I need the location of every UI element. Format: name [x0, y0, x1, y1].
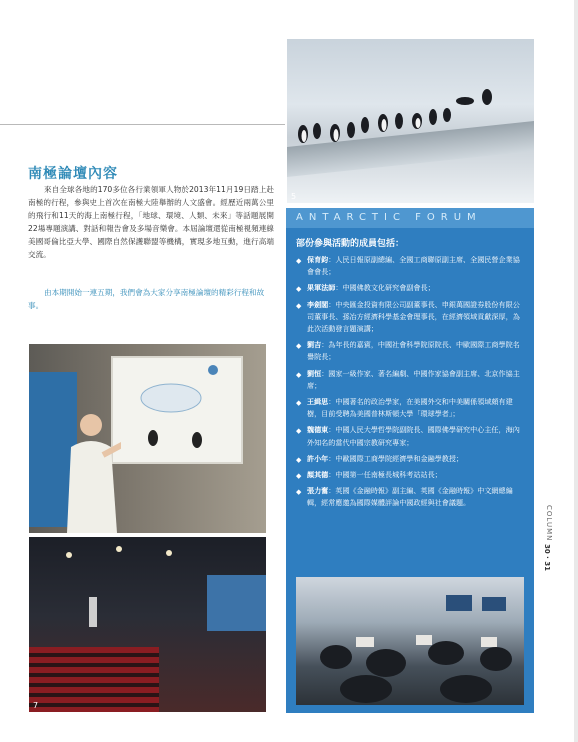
diamond-icon: ◆: [296, 455, 302, 464]
diamond-icon: ◆: [296, 399, 302, 408]
antarctica-map-graphic: [113, 358, 241, 462]
page-edge: [574, 0, 578, 742]
intro-paragraph: 來自全球各地的170多位各行業領軍人物於2013年11月19日踏上赴南極的行程，參與史上首次在南極大陸舉辦的人文盛會。經歷近兩萬公里的飛行和11天的海上南極行程，「地球、環境、人類、未來」等話題展開22場專題演講、對話和報告會及多場音樂會。本屆論壇還從南極視頻連線美國哥倫比亞大學、國際自然保護聯盟等機構，實現多地互動，進行高端交流。: [28, 185, 274, 259]
penguins-graphic: [287, 39, 534, 203]
photo-number: 7: [33, 701, 39, 710]
diamond-icon: ◆: [296, 427, 302, 436]
column-label: COLUMN: [545, 505, 553, 542]
lounge-graphic: [296, 577, 524, 705]
panel-band: [286, 208, 534, 228]
diamond-icon: ◆: [296, 370, 302, 379]
auditorium-photo: [29, 537, 266, 712]
list-item: ◆ 顏其德：中國第一任南極長城科考站站長；: [296, 469, 526, 481]
presenter-graphic: [63, 409, 121, 533]
lounge-photo: [296, 577, 524, 705]
diamond-icon: ◆: [296, 342, 302, 351]
diamond-icon: ◆: [296, 472, 302, 481]
presenter-photo: [29, 344, 266, 533]
auditorium-graphic: [29, 537, 266, 712]
panel-heading: 部份參與活動的成員包括：: [296, 239, 405, 249]
list-item: ◆ 張力奮：英國《金融時報》副主編、英國《金融時報》中文網總編輯，經常應邀為國際媒體評論中國政經與社會議題。: [296, 486, 513, 508]
photo-number: 5: [291, 192, 297, 201]
diamond-icon: ◆: [296, 257, 302, 265]
list-item: ◆ 李劍閣：中央匯金投資有限公司副董事長、申銀萬國證券股份有限公司董事長、孫冶方經濟科學基金會理事長，在經濟領域貢獻深厚，為此次活動發言題演講；: [296, 299, 520, 334]
section-title: 南極論壇內容: [28, 166, 118, 182]
panel-band-text: ANTARCTIC FORUM: [296, 212, 482, 223]
list-item: ◆ 魏德東：中國人民大學哲學院副院長、國際佛學研究中心主任，海內外知名的當代中國宗教研究專家；: [296, 425, 520, 447]
divider-line: [0, 124, 285, 125]
penguins-photo: [287, 39, 534, 203]
list-item: ◆ 許小年：中歐國際工商學院經濟學和金融學教授；: [296, 453, 526, 465]
list-item: ◆ 保育鈞：人民日報原副總編、全國工商聯原副主席、全國民營企業協會會長；: [296, 255, 520, 277]
diamond-icon: ◆: [296, 488, 302, 497]
list-item: ◆ 果軍法師：中國佛教文化研究會副會長；: [296, 282, 526, 294]
list-item: ◆ 劉吉：為年長的嘉賓，中國社會科學院原院長、中歐國際工商學院名譽院長；: [296, 340, 520, 362]
list-item: ◆ 王緝思：中國著名的政治學家，在美國外交和中美關係領域頗有建樹，目前受聘為美國普林斯頓大學「環球學者」；: [296, 397, 513, 419]
member-list: [296, 254, 526, 514]
diamond-icon: ◆: [296, 301, 302, 310]
page-numbers: 30 · 31: [543, 544, 551, 572]
lead-paragraph: 由本期開始一連五期，我們會為大家分享南極論壇的精彩行程和故事。: [28, 288, 265, 310]
diamond-icon: ◆: [296, 285, 302, 294]
map-poster: [111, 356, 243, 464]
list-item: ◆ 劉恒：國家一級作家、著名編劇、中國作家協會副主席、北京作協主席；: [296, 368, 520, 390]
